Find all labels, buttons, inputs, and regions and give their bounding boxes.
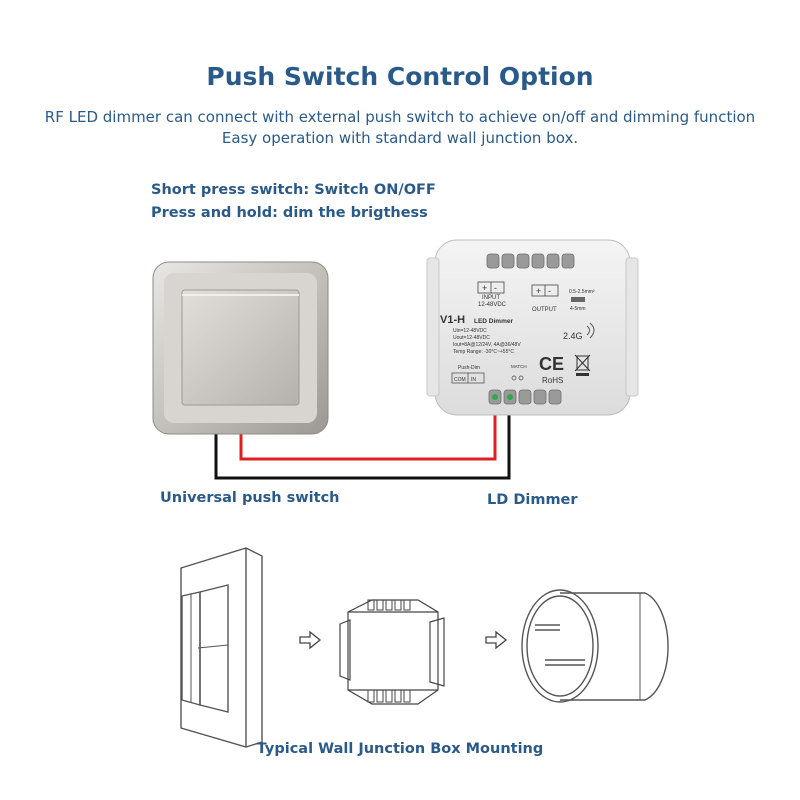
- spec-uin: Uin=12-48VDC: [453, 328, 487, 334]
- input-minus-mark: -: [494, 283, 497, 293]
- push-dim-label: Push-Dim: [458, 365, 480, 371]
- junction-box-drawing: [522, 590, 668, 702]
- arrow-icon: [300, 632, 320, 648]
- match-label: MATCH: [511, 364, 527, 369]
- dimmer-module-drawing: [340, 600, 444, 704]
- subtitle-line-1: RF LED dimmer can connect with external push switch to achieve on/off and dimming function: [44, 108, 756, 126]
- mounting-label: Typical Wall Junction Box Mounting: [256, 741, 544, 757]
- wire-spec: 0.5-2.5mm²: [569, 289, 595, 295]
- model-name: V1-H: [440, 314, 466, 326]
- wall-switch-drawing: [181, 548, 262, 747]
- dimmer-illustration: [427, 240, 638, 415]
- input-voltage: 12-48VDC: [478, 302, 507, 308]
- rohs-mark: RoHS: [542, 376, 564, 385]
- in-label: IN: [471, 377, 476, 383]
- input-label: INPUT: [482, 295, 500, 301]
- strip-length: 4-5mm: [570, 306, 586, 312]
- short-press-note: Short press switch: Switch ON/OFF: [151, 182, 436, 198]
- switch-label: Universal push switch: [160, 490, 340, 506]
- spec-temp: Temp Range: -30°C~+55°C: [453, 349, 514, 355]
- ce-mark: CE: [539, 354, 565, 374]
- arrow-icon-2: [486, 632, 506, 648]
- output-minus-mark: -: [548, 286, 551, 296]
- rf-label: 2.4G: [563, 331, 583, 341]
- subtitle-line-2: Easy operation with standard wall junction box.: [221, 129, 579, 147]
- input-plus-mark: +: [482, 283, 488, 293]
- com-label: COM: [454, 377, 466, 383]
- device-name: LED Dimmer: [474, 318, 514, 325]
- press-hold-note: Press and hold: dim the brigthess: [151, 205, 428, 221]
- page-title: Push Switch Control Option: [206, 62, 594, 91]
- push-switch-illustration: [153, 262, 328, 434]
- spec-iout: Iout=8A@12/24V, 4A@36/48V: [453, 342, 521, 348]
- spec-uout: Uout=12-48VDC: [453, 335, 490, 341]
- output-label: OUTPUT: [532, 307, 557, 313]
- dimmer-label: LD Dimmer: [487, 492, 578, 508]
- output-plus-mark: +: [536, 286, 542, 296]
